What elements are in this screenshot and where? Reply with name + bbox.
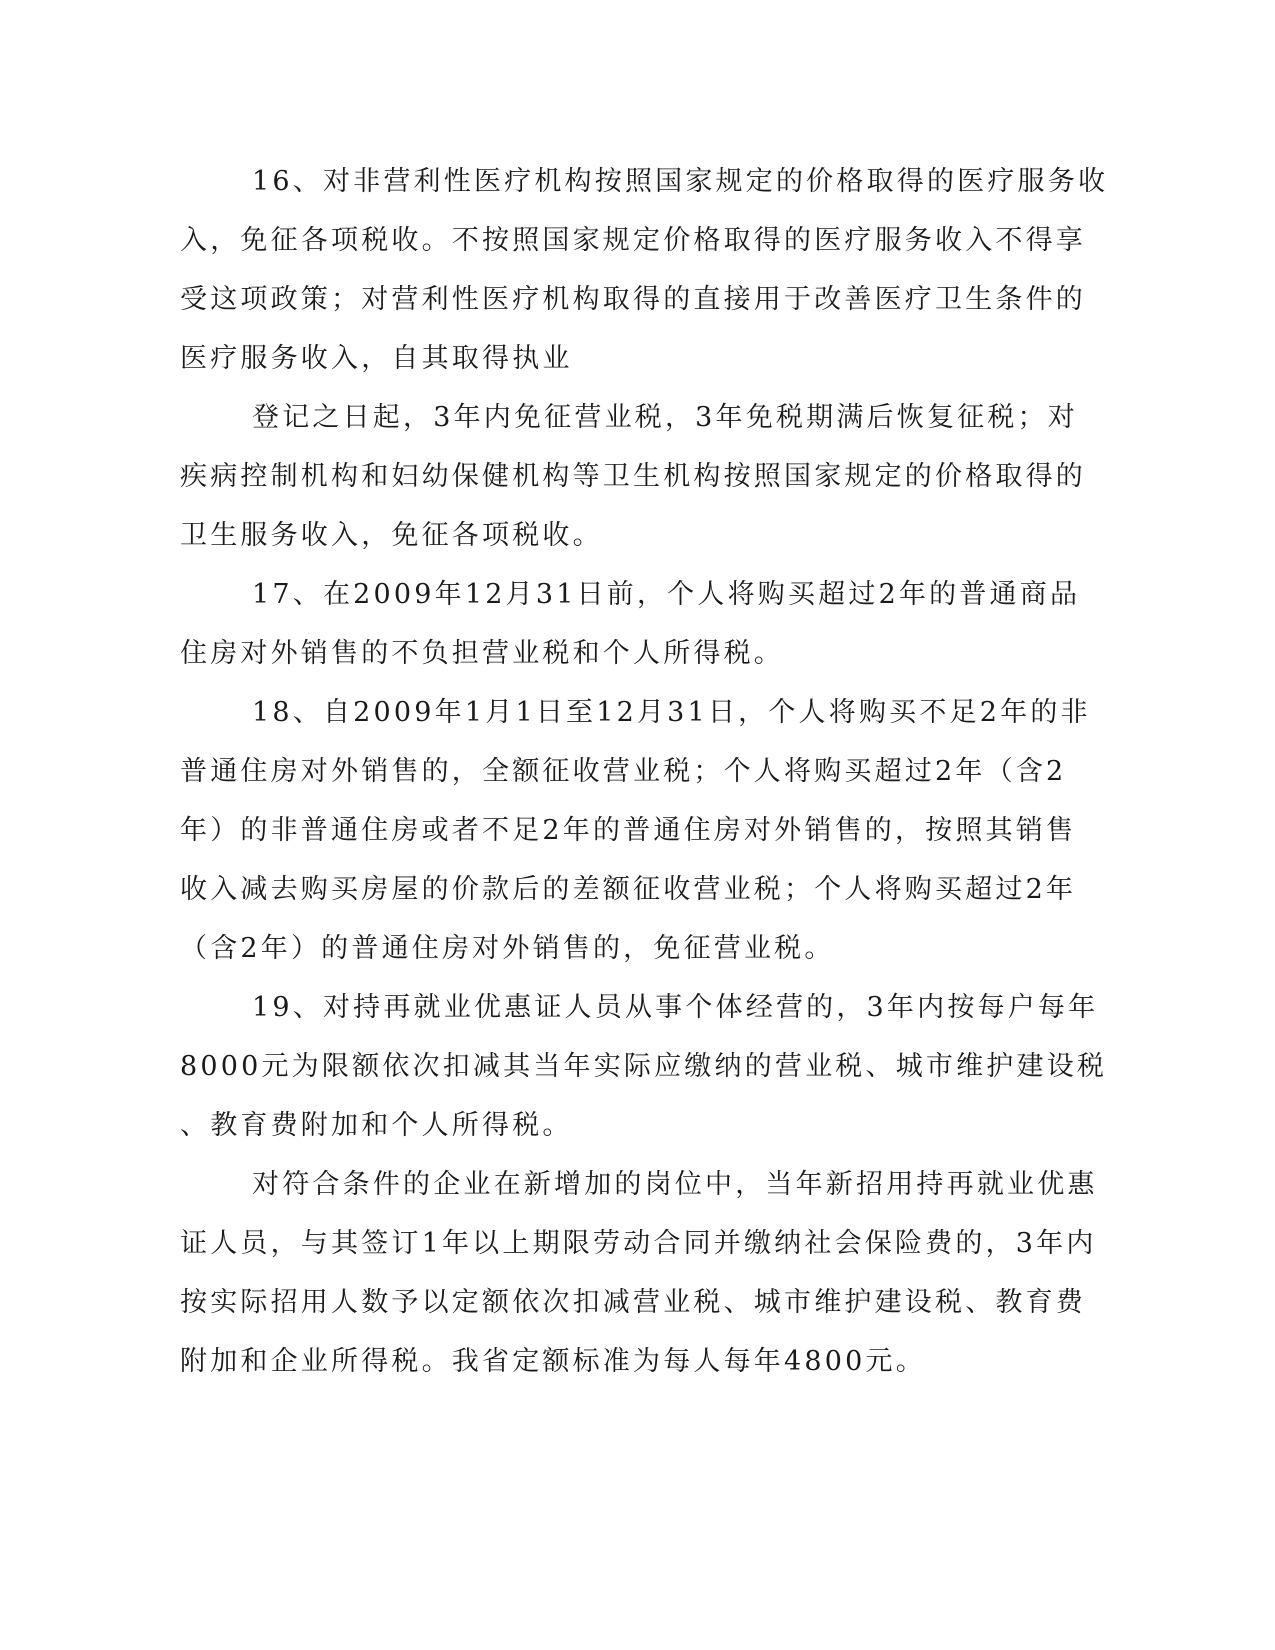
text-line: 普通住房对外销售的，全额征收营业税；个人将购买超过2年（含2 [180, 756, 1067, 787]
text-line: 年）的非普通住房或者不足2年的普通住房对外销售的，按照其销售 [180, 815, 1077, 846]
text-line: 登记之日起，3年内免征营业税，3年免税期满后恢复征税；对 [252, 402, 1078, 433]
text-line: 证人员，与其签订1年以上期限劳动合同并缴纳社会保险费的，3年内 [180, 1228, 1097, 1259]
text-line: 收入减去购买房屋的价款后的差额征收营业税；个人将购买超过2年 [180, 874, 1077, 905]
text-line: 受这项政策；对营利性医疗机构取得的直接用于改善医疗卫生条件的 [180, 284, 1086, 315]
text-line: 19、对持再就业优惠证人员从事个体经营的，3年内按每户每年 [252, 992, 1099, 1023]
text-line: 16、对非营利性医疗机构按照国家规定的价格取得的医疗服务收 [252, 166, 1109, 197]
text-line: 18、自2009年1月1日至12月31日，个人将购买不足2年的非 [252, 697, 1091, 728]
text-line: 住房对外销售的不负担营业税和个人所得税。 [180, 638, 784, 669]
document-body [180, 152, 1109, 1391]
text-line: （含2年）的普通住房对外销售的，免征营业税。 [180, 933, 835, 964]
text-line: 按实际招用人数予以定额依次扣减营业税、城市维护建设税、教育费 [180, 1287, 1086, 1318]
text-line: 入，免征各项税收。不按照国家规定价格取得的医疗服务收入不得享 [180, 225, 1086, 256]
text-line: 8000元为限额依次扣减其当年实际应缴纳的营业税、城市维护建设税 [180, 1051, 1108, 1082]
text-line: 卫生服务收入，免征各项税收。 [180, 520, 603, 551]
text-line: 附加和企业所得税。我省定额标准为每人每年4800元。 [180, 1346, 926, 1377]
text-line: 17、在2009年12月31日前，个人将购买超过2年的普通商品 [252, 579, 1081, 610]
text-line: 对符合条件的企业在新增加的岗位中，当年新招用持再就业优惠 [252, 1169, 1098, 1200]
text-line: 、教育费附加和个人所得税。 [180, 1110, 573, 1141]
text-line: 医疗服务收入，自其取得执业 [180, 343, 573, 374]
text-line: 疾病控制机构和妇幼保健机构等卫生机构按照国家规定的价格取得的 [180, 461, 1086, 492]
